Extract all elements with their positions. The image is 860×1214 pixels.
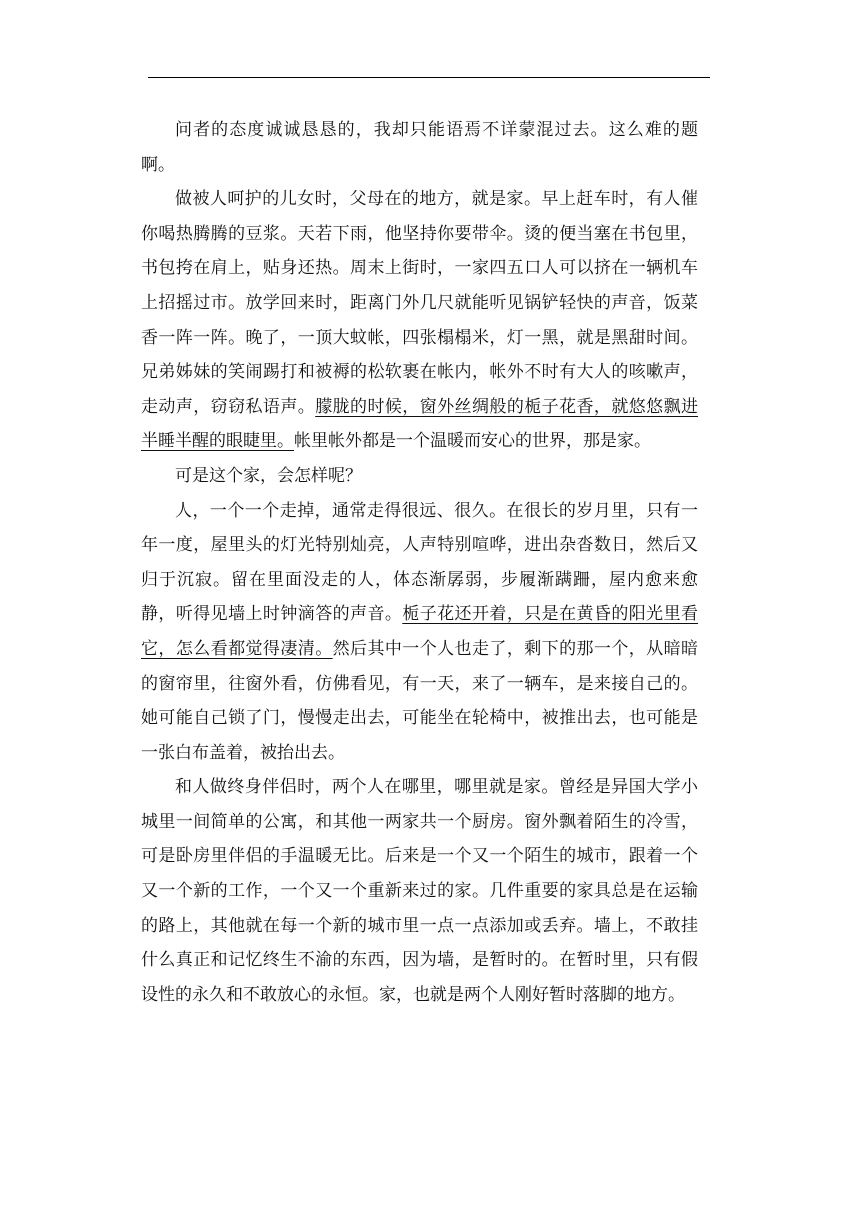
paragraph-5 (141, 770, 698, 1012)
paragraph-text: 和人做终身伴侣时，两个人在哪里，哪里就是家。曾经是异国大学小城里一间简单的公寓，和其他一两家共一个厨房。窗外飘着陌生的冷雪，可是卧房里伴侣的手温暖无比。后来是一个又一个陌生的城市，跟着一个又一个新的工作，一个又一个重新来过的家。几件重要的家具总是在运输的路上，其他就在每一个新的城市里一点一点添加或丢弃。墙上，不敢挂什么真正和记忆终生不渝的东西，因为墙，是暂时的。在暂时里，只有假设性的永久和不敢放心的永恒。家，也就是两个人刚好暂时落脚的地方。 (141, 777, 698, 1005)
paragraph-4 (141, 494, 698, 771)
paragraph-text: 做被人呵护的儿女时，父母在的地方，就是家。早上赶车时，有人催你喝热腾腾的豆浆。天若下雨，他坚持你要带伞。烫的便当塞在书包里，书包挎在肩上，贴身还热。周末上街时，一家四五口人可以挤在一辆机车上招摇过市。放学回来时，距离门外几尺就能听见锅铲轻快的声音，饭菜香一阵一阵。晚了，一顶大蚊帐，四张榻榻米，灯一黑，就是黑甜时间。兄弟姊妹的笑闹踢打和被褥的松软裹在帐内，帐外不时有大人的咳嗽声，走动声，窃窃私语声。 (141, 189, 698, 417)
essay-body (141, 113, 698, 1012)
paragraph-text: 问者的态度诚诚恳恳的，我却只能语焉不详蒙混过去。这么难的题啊。 (141, 120, 698, 175)
paragraph-text: 然后其中一个人也走了，剩下的那一个，从暗暗的窗帘里，往窗外看，仿佛看见，有一天，来了一辆车，是来接自己的。她可能自己锁了门，慢慢走出去，可能坐在轮椅中，被推出去，也可能是一张白布盖着，被抬出去。 (141, 638, 699, 763)
paragraph-1 (141, 113, 698, 182)
paragraph-3 (141, 459, 698, 494)
paragraph-text: 帐里帐外都是一个温暖而安心的世界，那是家。 (294, 431, 651, 452)
header-rule (148, 77, 710, 78)
underlined-sentence: 朦胧的时候，窗外丝绸般的栀子花香，就悠悠飘进半睡半醒的眼睫里。 (141, 396, 699, 452)
underlined-sentence: 栀子花还开着，只是在黄昏的阳光里看它，怎么看都觉得凄清。 (141, 604, 699, 659)
paragraph-2 (141, 182, 698, 459)
paragraph-text: 人，一个一个走掉，通常走得很远、很久。在很长的岁月里，只有一年一度，屋里头的灯光特别灿亮，人声特别喧哗，进出杂沓数日，然后又归于沉寂。留在里面没走的人，体态渐孱弱，步履渐蹒跚，屋内愈来愈静，听得见墙上时钟滴答的声音。 (141, 500, 698, 625)
paragraph-text: 可是这个家，会怎样呢？ (175, 465, 362, 486)
